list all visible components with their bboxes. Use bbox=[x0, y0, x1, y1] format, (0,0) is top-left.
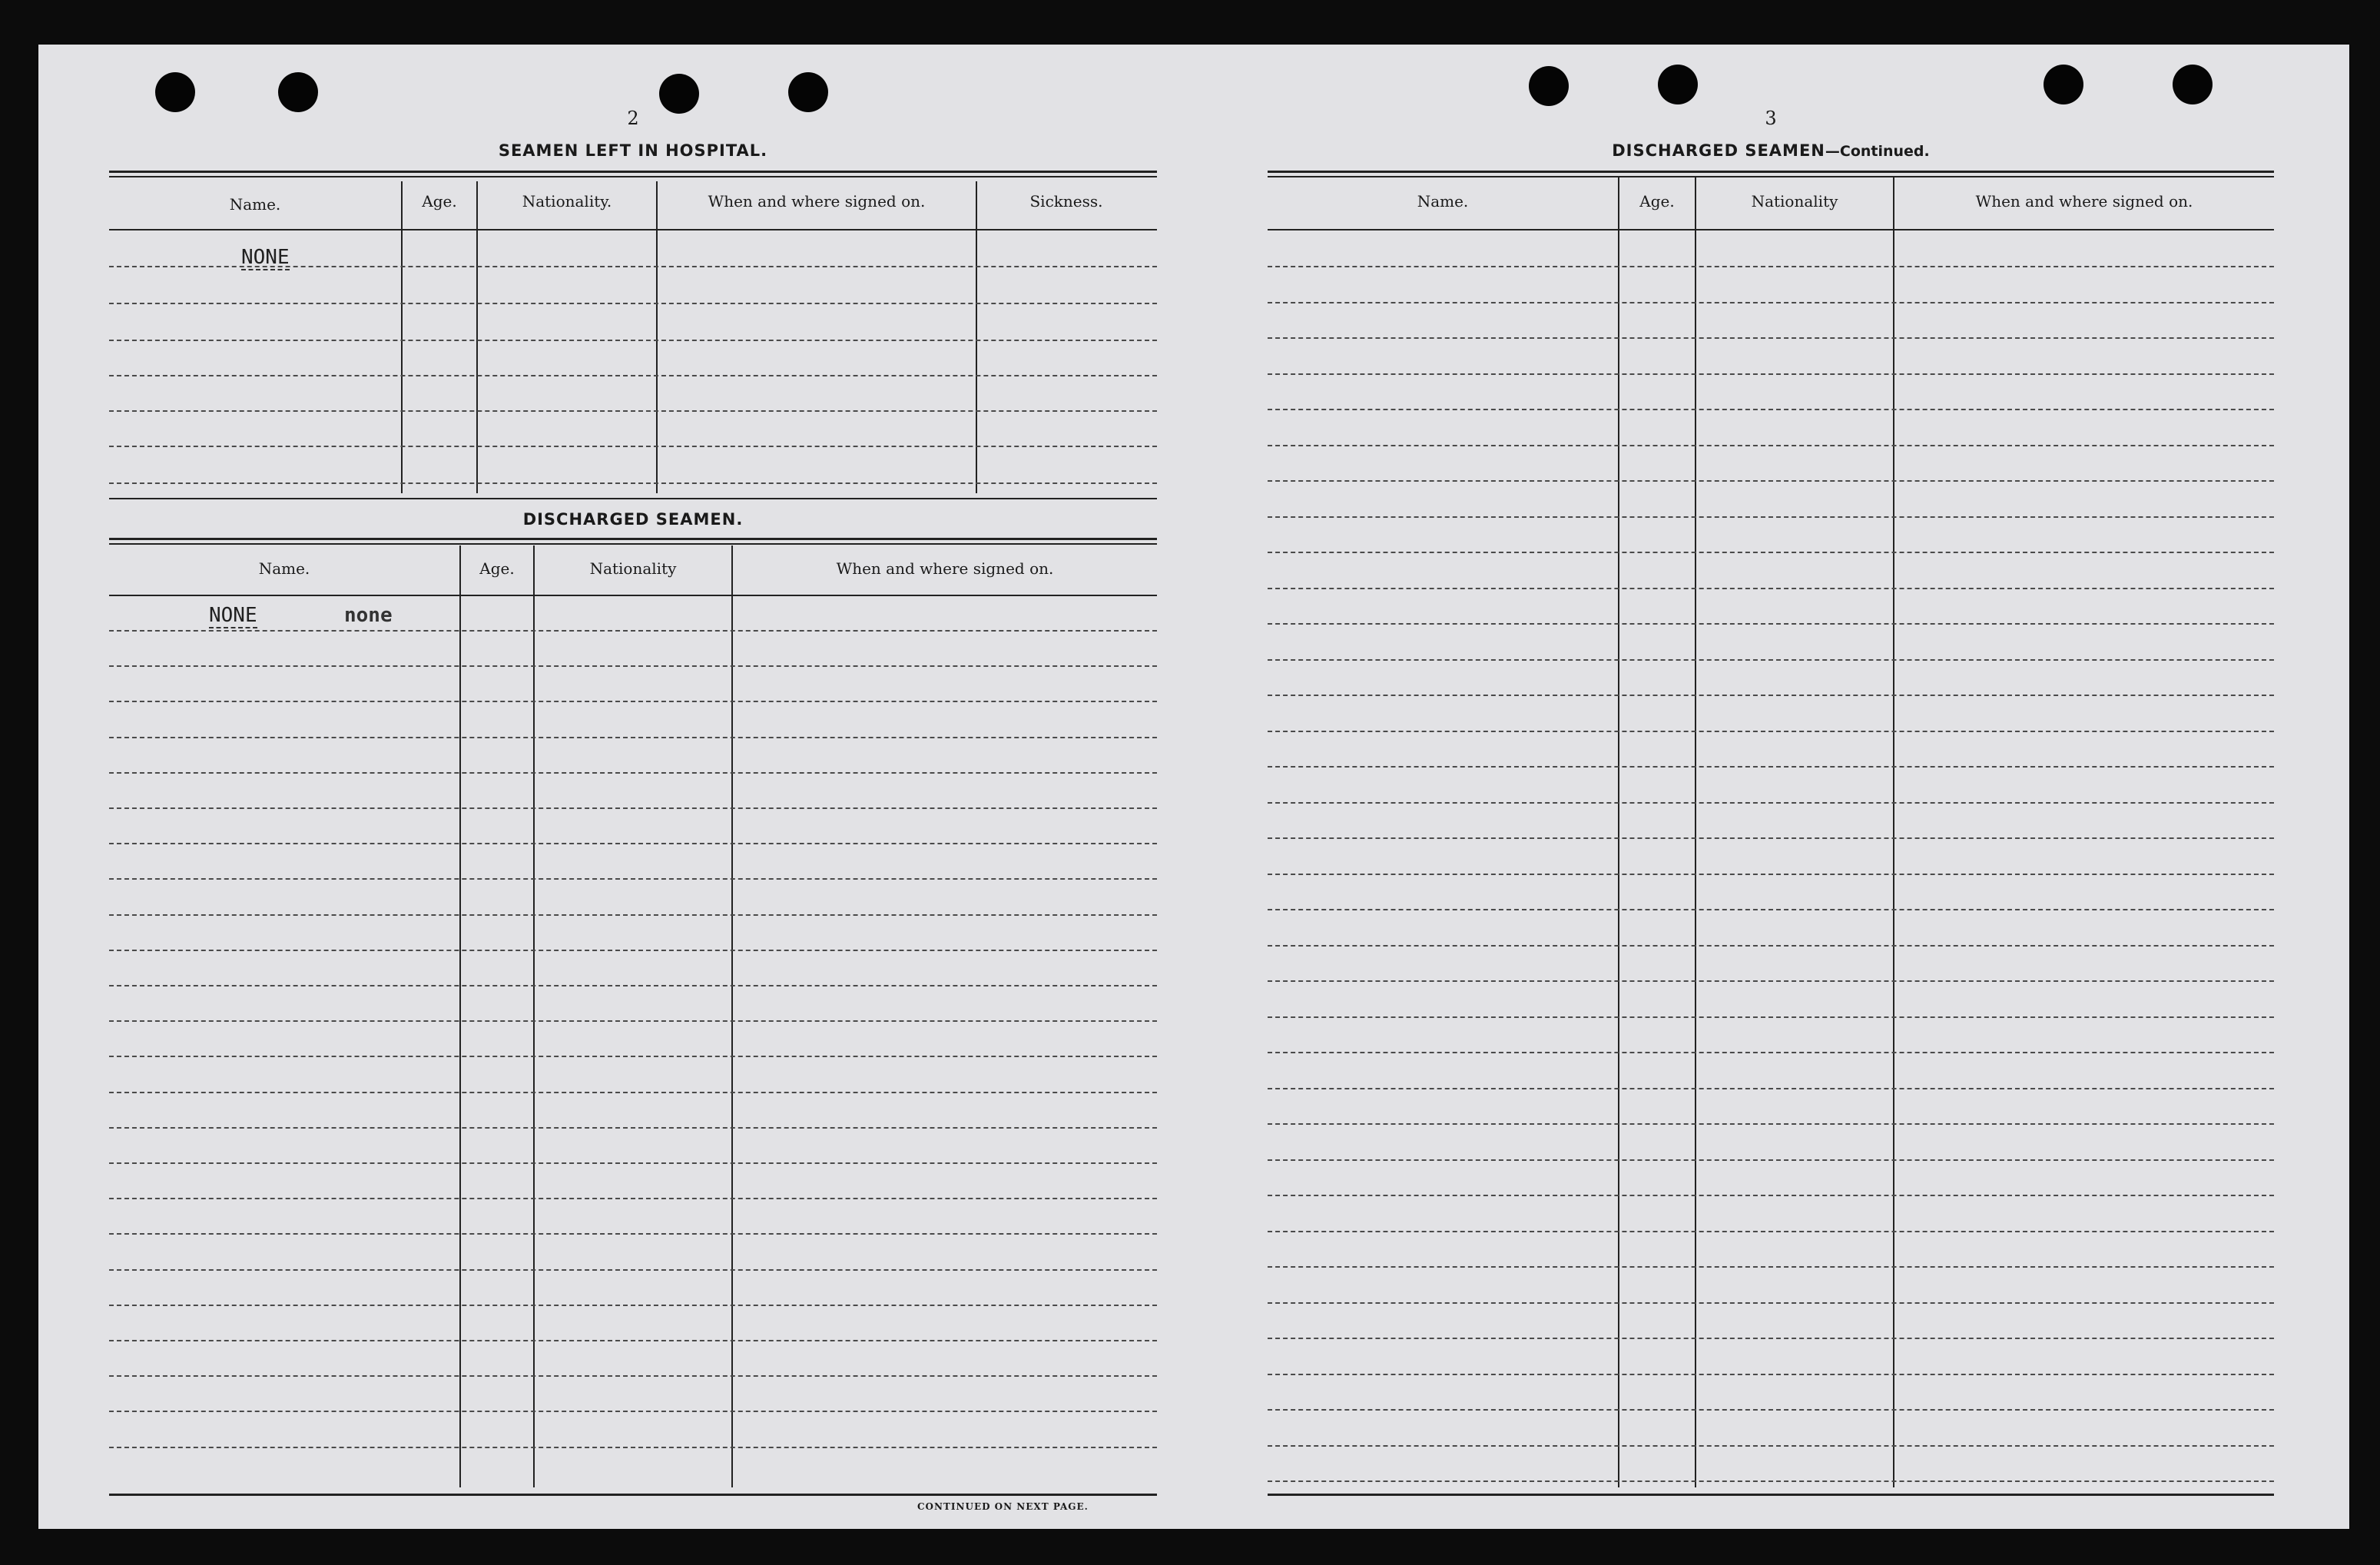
ruled-line bbox=[109, 375, 1157, 376]
page-number: 3 bbox=[1765, 108, 1777, 129]
discharged-entry-strikeout: none bbox=[344, 604, 393, 627]
ruled-line bbox=[109, 914, 1157, 916]
ruled-line bbox=[1268, 874, 2274, 875]
ruled-line bbox=[1268, 373, 2274, 375]
ruled-line bbox=[1268, 1409, 2274, 1411]
col-head-age: Age. bbox=[1639, 192, 1675, 211]
col-head-nationality: Nationality bbox=[589, 559, 677, 578]
scanned-sheet bbox=[38, 45, 2349, 1529]
ruled-line bbox=[109, 950, 1157, 951]
ruled-line bbox=[1268, 337, 2274, 339]
ruled-line bbox=[109, 772, 1157, 774]
ruled-line bbox=[1268, 1374, 2274, 1375]
ruled-line bbox=[109, 1127, 1157, 1129]
rule bbox=[109, 229, 1157, 230]
ruled-line bbox=[1268, 1159, 2274, 1161]
col-head-sickness: Sickness. bbox=[1029, 192, 1103, 211]
ruled-line bbox=[109, 701, 1157, 702]
ruled-line bbox=[109, 446, 1157, 447]
ruled-line bbox=[1268, 945, 2274, 947]
ruled-line bbox=[109, 1092, 1157, 1093]
ruled-line bbox=[109, 303, 1157, 304]
discharged-continued-title bbox=[1268, 141, 2274, 160]
discharged-entry-none: NONE bbox=[209, 604, 257, 627]
left-page bbox=[109, 45, 1157, 1529]
ruled-line bbox=[109, 630, 1157, 632]
ruled-line bbox=[1268, 980, 2274, 982]
ruled-line bbox=[109, 1340, 1157, 1341]
ruled-line bbox=[1268, 909, 2274, 910]
ruled-line bbox=[1268, 480, 2274, 482]
page-number: 2 bbox=[627, 108, 639, 129]
ruled-line bbox=[1268, 445, 2274, 446]
ruled-line bbox=[1268, 1088, 2274, 1089]
title-main: DISCHARGED SEAMEN bbox=[1612, 141, 1825, 160]
rule bbox=[1268, 229, 2274, 230]
ruled-line bbox=[109, 1305, 1157, 1306]
hospital-entry-none: NONE bbox=[241, 246, 290, 269]
ruled-line bbox=[1268, 516, 2274, 518]
ruled-line bbox=[1268, 1266, 2274, 1268]
discharged-section-title: DISCHARGED SEAMEN. bbox=[522, 510, 744, 529]
ruled-line bbox=[109, 1056, 1157, 1057]
ruled-line bbox=[109, 807, 1157, 809]
ruled-line bbox=[1268, 695, 2274, 696]
ruled-line bbox=[1268, 1338, 2274, 1339]
ruled-line bbox=[109, 737, 1157, 738]
column-divider bbox=[533, 545, 535, 1487]
column-divider bbox=[731, 545, 733, 1487]
continued-note: CONTINUED ON NEXT PAGE. bbox=[917, 1501, 1089, 1512]
ruled-line bbox=[1268, 802, 2274, 804]
col-head-signed-on: When and where signed on. bbox=[708, 192, 926, 211]
ruled-line bbox=[1268, 266, 2274, 267]
col-head-name: Name. bbox=[258, 559, 310, 578]
column-divider bbox=[459, 545, 461, 1487]
ruled-line bbox=[109, 410, 1157, 412]
rule bbox=[1268, 1494, 2274, 1496]
ruled-line bbox=[109, 340, 1157, 341]
col-head-name: Name. bbox=[1417, 192, 1469, 211]
title-suffix: —Continued. bbox=[1825, 143, 1930, 160]
ruled-line bbox=[109, 1233, 1157, 1235]
ruled-line bbox=[1268, 1231, 2274, 1232]
hospital-section-title: SEAMEN LEFT IN HOSPITAL. bbox=[498, 141, 768, 160]
ruled-line bbox=[1268, 1052, 2274, 1053]
col-head-signed-on: When and where signed on. bbox=[1975, 192, 2193, 211]
ruled-line bbox=[1268, 1480, 2274, 1482]
rule bbox=[1268, 171, 2274, 173]
ruled-line bbox=[109, 1375, 1157, 1377]
ruled-line bbox=[109, 985, 1157, 986]
ruled-line bbox=[109, 878, 1157, 880]
ruled-line bbox=[109, 1269, 1157, 1271]
ruled-line bbox=[1268, 1445, 2274, 1447]
col-head-age: Age. bbox=[479, 559, 515, 578]
ruled-line bbox=[109, 1198, 1157, 1199]
ruled-line bbox=[1268, 1302, 2274, 1304]
ruled-line bbox=[1268, 302, 2274, 303]
ruled-line bbox=[109, 1020, 1157, 1022]
ruled-line bbox=[1268, 766, 2274, 768]
ruled-line bbox=[109, 1411, 1157, 1412]
rule bbox=[109, 1494, 1157, 1496]
right-page bbox=[1268, 45, 2274, 1529]
rule bbox=[109, 498, 1157, 499]
col-head-age: Age. bbox=[422, 192, 457, 211]
ruled-line bbox=[109, 665, 1157, 667]
ruled-line bbox=[1268, 731, 2274, 732]
rule bbox=[109, 595, 1157, 596]
ruled-line bbox=[1268, 1195, 2274, 1196]
ruled-line bbox=[109, 1162, 1157, 1164]
col-head-signed-on: When and where signed on. bbox=[836, 559, 1054, 578]
ruled-line bbox=[1268, 1123, 2274, 1125]
rule bbox=[109, 538, 1157, 540]
rule bbox=[109, 171, 1157, 173]
ruled-line bbox=[1268, 552, 2274, 553]
ruled-line bbox=[109, 482, 1157, 484]
col-head-nationality: Nationality bbox=[1751, 192, 1838, 211]
col-head-name: Name. bbox=[229, 195, 281, 214]
ruled-line bbox=[1268, 837, 2274, 839]
col-head-nationality: Nationality. bbox=[522, 192, 612, 211]
ruled-line bbox=[1268, 588, 2274, 589]
ruled-line bbox=[1268, 623, 2274, 625]
ruled-line bbox=[1268, 409, 2274, 410]
ruled-line bbox=[109, 1447, 1157, 1448]
ruled-line bbox=[1268, 659, 2274, 661]
ruled-line bbox=[1268, 1016, 2274, 1018]
ruled-line bbox=[109, 843, 1157, 844]
